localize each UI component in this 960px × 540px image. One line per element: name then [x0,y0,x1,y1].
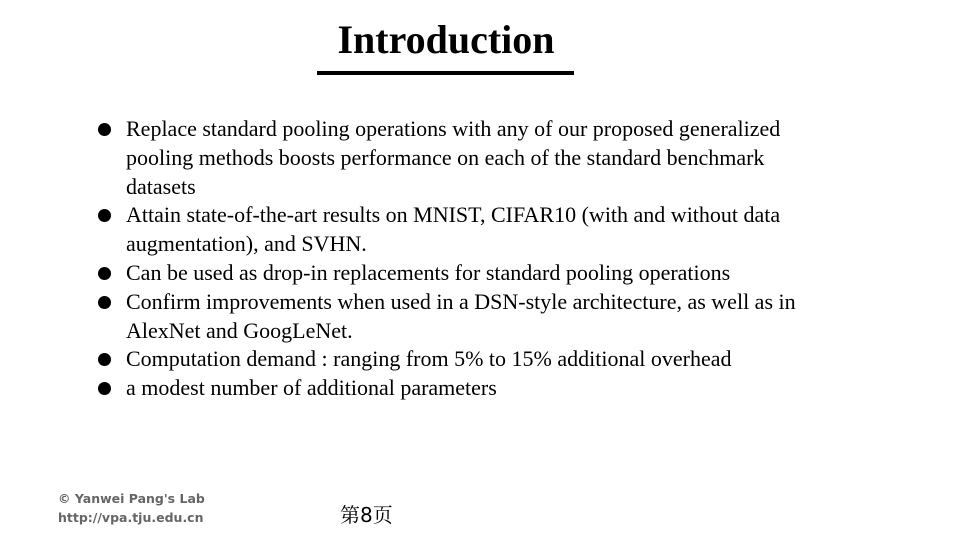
lab-name: © Yanwei Pang's Lab [58,491,205,506]
lab-url: http://vpa.tju.edu.cn [58,510,204,525]
bullet-item [96,288,796,346]
bullet-dot-icon [98,209,111,222]
bullet-text: Can be used as drop-in replacements for standard pooling operations [126,259,731,285]
slide-title: Introduction [337,17,555,62]
bullet-dot-icon [98,123,111,136]
bullet-item [96,201,796,259]
page-number: 第8页 [340,503,393,527]
lab-credit [58,489,205,527]
bullet-dot-icon [98,296,111,309]
bullet-item [96,115,796,201]
bullet-dot-icon [98,382,111,395]
bullet-item [96,259,796,288]
bullet-dot-icon [98,267,111,280]
bullet-item [96,345,796,374]
bullet-text: Replace standard pooling operations with any of our proposed generalized pooling methods boosts performance on each of the standard benchmark datasets [126,116,781,199]
bullet-text: Confirm improvements when used in a DSN-style architecture, as well as in AlexNet and GoogLeNet. [126,288,796,343]
bullet-text: a modest number of additional parameters [126,375,497,401]
bullet-dot-icon [98,353,111,366]
title-underline [317,71,574,75]
bullet-list [96,115,796,403]
bullet-text: Computation demand : ranging from 5% to 15% additional overhead [126,346,732,372]
bullet-item [96,374,796,403]
bullet-text: Attain state-of-the-art results on MNIST, CIFAR10 (with and without data augmentation), and SVHN. [126,202,781,257]
